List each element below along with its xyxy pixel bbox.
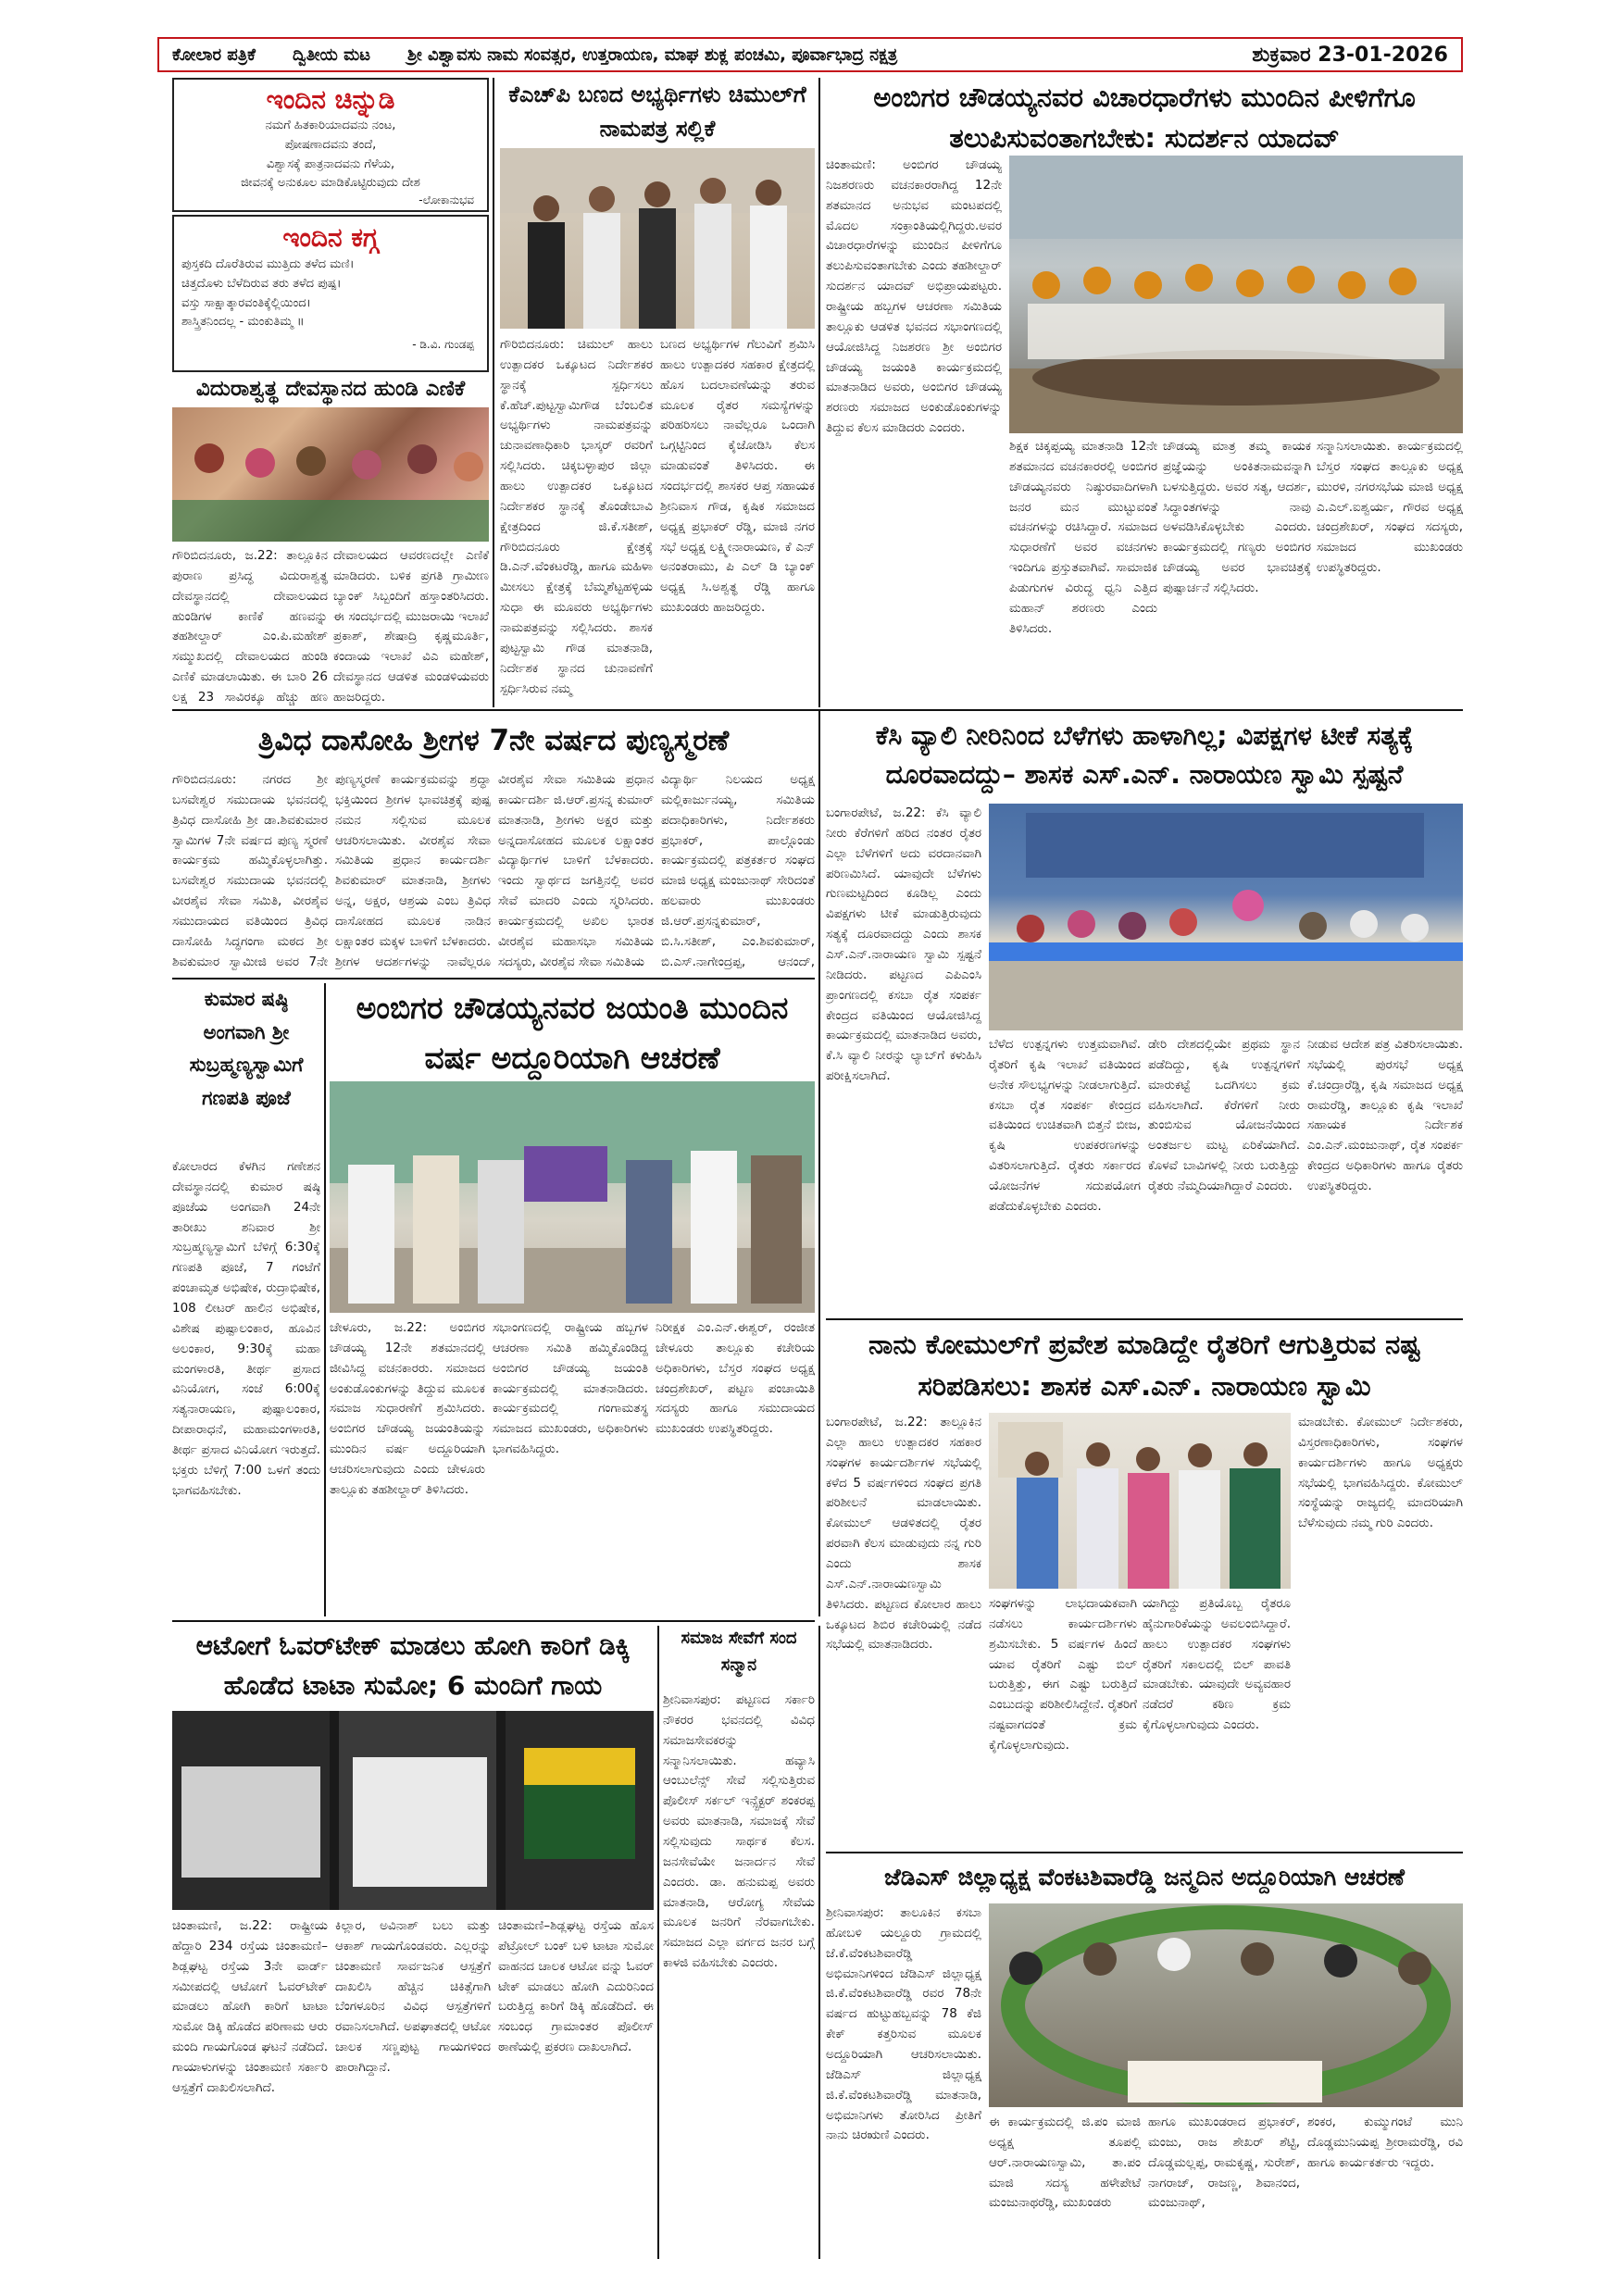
kagga-line: ವಸ್ತು ಸಾಕ್ಷಾತ್ಕಾರವಂತಿಕ್ಕೆಲ್ಲಿಯಿಂದ। [181, 295, 311, 310]
birthday-text-2: ಈ ಕಾರ್ಯಕ್ರಮದಲ್ಲಿ ಜಿ.ಪಂ ಮಾಜಿ ಅಧ್ಯಕ್ಷ ತೂಪಲ್ಲಿ ಆರ್.ನಾರಾಯಣಸ್ವಾಮಿ, ತಾ.ಪಂ ಮಾಜಿ ಸದಸ್ಯ ಹಳೇಪೇಟೆ ಮಂಜುನಾಥರೆಡ್ಡಿ, ಮುಖಂಡರು [989, 2115, 1141, 2211]
jayanti-col-2 [493, 1318, 648, 1616]
ambigara-col-4 [1317, 437, 1463, 707]
accident-text-3: ಚಿಂತಾಮಣಿ–ಶಿಡ್ಲಘಟ್ಟ ರಸ್ತೆಯ ಹೊಸ ಪೆಟ್ರೋಲ್ ಬಂಕ್ ಬಳಿ ಟಾಟಾ ಸುಮೋ ವಾಹನದ ಚಾಲಕ ಆಟೋ ವನ್ನು ಓವರ್ ಟೇಕ್ ಮಾಡಲು ಹೋಗಿ ಎದುರಿನಿಂದ ಬರುತ್ತಿದ್ದ ಕಾರಿಗೆ ಡಿಕ್ಕಿ ಹೊಡೆದಿದೆ. ಈ ಸಂಬಂಧ ಗ್ರಾಮಾಂತರ ಪೊಲೀಸ್ ಠಾಣೆಯಲ್ಲಿ ಪ್ರಕರಣ ದಾಖಲಾಗಿದೆ. [498, 1918, 654, 2055]
anniversary-col-3 [498, 770, 654, 974]
thought-box [172, 78, 489, 212]
kc-valley-text-1: ಬಂಗಾರಪೇಟೆ, ಜ.22: ಕೆಸಿ ವ್ಯಾಲಿ ನೀರು ಕೆರೆಗಳಿಗೆ ಹರಿದ ನಂತರ ರೈತರ ಎಲ್ಲಾ ಬೆಳೆಗಳಿಗೆ ಅದು ವರದಾನವಾಗಿ ಪರಿಣಮಿಸಿದೆ. ಯಾವುದೇ ಬೆಳೆಗಳು ಗುಣಮಟ್ಟದಿಂದ ಕೂಡಿಲ್ಲ ಎಂದು ವಿಪಕ್ಷಗಳು ಟೀಕೆ ಮಾಡುತ್ತಿರುವುದು ಸತ್ಯಕ್ಕೆ ದೂರವಾದದ್ದು ಎಂದು ಶಾಸಕ ಎಸ್.ಎನ್.ನಾರಾಯಣ ಸ್ವಾಮಿ ಸ್ಪಷ್ಟನೆ ನೀಡಿದರು. ಪಟ್ಟಣದ ಎಪಿಎಂಸಿ ಪ್ರಾಂಗಣದಲ್ಲಿ ಕಸಬಾ ರೈತ ಸಂಪರ್ಕ ಕೇಂದ್ರದ ವತಿಯಿಂದ ಆಯೋಜಿಸಿದ್ದ ಕಾರ್ಯಕ್ರಮದಲ್ಲಿ ಮಾತನಾಡಿದ ಅವರು, ಕೆ.ಸಿ ವ್ಯಾಲಿ ನೀರನ್ನು ಲ್ಯಾಬ್‌ಗೆ ಕಳುಹಿಸಿ ಪರೀಕ್ಷಿಸಲಾಗಿದೆ. [826, 805, 981, 1084]
rule-puja-right [324, 983, 326, 1616]
jayanti-photo [330, 1081, 815, 1313]
issue-date: ಶುಕ್ರವಾರ 23-01-2026 [1252, 43, 1448, 67]
kmf-text-1: ಗೌರಿಬಿದನೂರು: ಚಿಮುಲ್ ಹಾಲು ಉತ್ಪಾದಕರ ಒಕ್ಕೂಟದ ನಿರ್ದೇಶಕರ ಸ್ಥಾನಕ್ಕೆ ಸ್ಪರ್ಧಿಸಲು ಕೆ.ಹೆಚ್.ಪುಟ್ಟಸ್ವಾಮಿಗೌಡ ಬೆಂಬಲಿತ ಅಭ್ಯರ್ಥಿಗಳು ನಾಮಪತ್ರವನ್ನು ಚುನಾವಣಾಧಿಕಾರಿ ಭಾಸ್ಕರ್ ರವರಿಗೆ ಸಲ್ಲಿಸಿದರು. ಚಿಕ್ಕಬಳ್ಳಾಪುರ ಜಿಲ್ಲಾ ಹಾಲು ಉತ್ಪಾದಕರ ಒಕ್ಕೂಟದ ನಿರ್ದೇಶಕರ ಸ್ಥಾನಕ್ಕೆ ತೊಂಡೇಬಾವಿ ಕ್ಷೇತ್ರದಿಂದ ಜಿ.ಕೆ.ಸತೀಶ್, ಗೌರಿಬಿದನೂರು ಕ್ಷೇತ್ರಕ್ಕೆ ಡಿ.ಎನ್.ವೆಂಕಟರೆಡ್ಡಿ, ಹಾಗೂ ಮಹಿಳಾ ಮೀಸಲು ಕ್ಷೇತ್ರಕ್ಕೆ ಬೆಮ್ಮಶೆಟ್ಟಹಳ್ಳಿಯ ಸುಧಾ ಈ ಮೂವರು ಅಭ್ಯರ್ಥಿಗಳು ನಾಮಪತ್ರವನ್ನು ಸಲ್ಲಿಸಿದರು. ಶಾಸಕ ಪುಟ್ಟಸ್ವಾಮಿ ಗೌಡ ಮಾತನಾಡಿ, ನಿರ್ದೇಶಕ ಸ್ಥಾನದ ಚುನಾವಣೆಗೆ ಸ್ಪರ್ಧಿಸಿರುವ ನಮ್ಮ [500, 337, 653, 696]
ambigara-col-2 [1009, 437, 1157, 707]
thought-line: ವಿಶ್ವಾಸಕ್ಕೆ ಪಾತ್ರನಾದವನು ಗೆಳೆಯ, [266, 156, 395, 171]
kc-valley-col-3 [1148, 1035, 1300, 1315]
anniversary-text-2: ಪುಣ್ಯಸ್ಮರಣೆ ಕಾರ್ಯಕ್ರಮವನ್ನು ಶ್ರದ್ಧಾ ಭಕ್ತಿಯಿಂದ ಶ್ರೀಗಳ ಭಾವಚಿತ್ರಕ್ಕೆ ಪುಷ್ಪ ನಮನ ಸಲ್ಲಿಸುವ ಮೂಲಕ ಆಚರಿಸಲಾಯಿತು. ವೀರಶೈವ ಸೇವಾ ಸಮಿತಿಯ ಪ್ರಧಾನ ಕಾರ್ಯದರ್ಶಿ ಶಿವಕುಮಾರ್ ಮಾತನಾಡಿ, ಶ್ರೀಗಳು ಅನ್ನ, ಅಕ್ಷರ, ಆಶ್ರಯ ಎಂಬ ತ್ರಿವಿಧ ದಾಸೋಹದ ಮೂಲಕ ನಾಡಿನ ಲಕ್ಷಾಂತರ ಮಕ್ಕಳ ಬಾಳಿಗೆ ಬೆಳಕಾದರು. ಶ್ರೀಗಳ ಆದರ್ಶಗಳನ್ನು ನಾವೆಲ್ಲರೂ [335, 772, 491, 969]
birthday-text-4: ಶಂಕರ, ಕುಮ್ಮುಗಂಟೆ ಮುನಿ ದೊಡ್ಡಮುನಿಯಪ್ಪ ಶ್ರೀರಾಮರೆಡ್ಡಿ, ರವಿ ಹಾಗೂ ಕಾರ್ಯಕರ್ತರು ಇದ್ದರು. [1307, 2115, 1463, 2170]
paper-name: ಕೋಲಾರ ಪತ್ರಿಕೆ [172, 44, 256, 65]
birthday-text-1: ಶ್ರೀನಿವಾಸಪುರ: ತಾಲೂಕಿನ ಕಸಬಾ ಹೋಬಳಿ ಯಲ್ದೂರು ಗ್ರಾಮದಲ್ಲಿ ಜೆ.ಕೆ.ವೆಂಕಟಶಿವಾರೆಡ್ಡಿ ಅಭಿಮಾನಿಗಳಿಂದ ಜೆಡಿಎಸ್ ಜಿಲ್ಲಾಧ್ಯಕ್ಷ ಜಿ.ಕೆ.ವೆಂಕಟಶಿವಾರೆಡ್ಡಿ ರವರ 78ನೇ ವರ್ಷದ ಹುಟ್ಟುಹಬ್ಬವನ್ನು 78 ಕೆಜಿ ಕೇಕ್ ಕತ್ತರಿಸುವ ಮೂಲಕ ಅದ್ದೂರಿಯಾಗಿ ಆಚರಿಸಲಾಯಿತು. ಜೆಡಿಎಸ್ ಜಿಲ್ಲಾಧ್ಯಕ್ಷ ಜಿ.ಕೆ.ವೆಂಕಟಶಿವಾರೆಡ್ಡಿ ಮಾತನಾಡಿ, ಅಭಿಮಾನಿಗಳು ತೋರಿಸಿದ ಪ್ರೀತಿಗೆ ನಾನು ಚಿರಋಣಿ ಎಂದರು. [826, 1905, 981, 2143]
kagga-line: ಶಾಸ್ತ್ರಿತನಿಂದಲ್ಲ - ಮಂಕುತಿಮ್ಮ ॥ [181, 315, 305, 330]
ambigara-col-3 [1163, 437, 1311, 707]
kmf-text-2: ಬಣದ ಅಭ್ಯರ್ಥಿಗಳ ಗೆಲುವಿಗೆ ಶ್ರಮಿಸಿ ಹಾಲು ಉತ್ಪಾದಕರ ಸಹಕಾರ ಕ್ಷೇತ್ರದಲ್ಲಿ ಹೊಸ ಬದಲಾವಣೆಯನ್ನು ತರುವ ಮೂಲಕ ರೈತರ ಸಮಸ್ಯೆಗಳನ್ನು ಪರಿಹರಿಸಲು ನಾವೆಲ್ಲರೂ ಒಂದಾಗಿ ಒಗ್ಗಟ್ಟಿನಿಂದ ಕೈಜೋಡಿಸಿ ಕೆಲಸ ಮಾಡುವಂತೆ ತಿಳಿಸಿದರು. ಈ ಸಂದರ್ಭದಲ್ಲಿ ಶಾಸಕರ ಆಪ್ತ ಸಹಾಯಕ ಶ್ರೀನಿವಾಸ ಗೌಡ, ಕೃಷಿಕ ಸಮಾಜದ ಅಧ್ಯಕ್ಷ ಪ್ರಭಾಕರ್ ರೆಡ್ಡಿ, ಮಾಜಿ ನಗರ ಸಭೆ ಅಧ್ಯಕ್ಷ ಲಕ್ಷ್ಮೀನಾರಾಯಣ, ಕೆ ಎನ್ ಅನಂತರಾಮು, ಪಿ ಎಲ್ ಡಿ ಬ್ಯಾಂಕ್ ಅಧ್ಯಕ್ಷ ಸಿ.ಅಶ್ವತ್ಥ ರೆಡ್ಡಿ ಹಾಗೂ ಮುಖಂಡರು ಹಾಜರಿದ್ದರು. [660, 337, 815, 616]
komul-col-2 [989, 1594, 1137, 1848]
temple-photo-scene [172, 407, 489, 542]
kmf-col-1 [500, 335, 653, 707]
birthday-headline: ಜೆಡಿಎಸ್ ಜಿಲ್ಲಾಧ್ಯಕ್ಷ ವೆಂಕಟಶಿವಾರೆಡ್ಡಿ ಜನ್ಮದಿನ ಅದ್ದೂರಿಯಾಗಿ ಆಚರಣೆ [884, 1864, 1405, 1890]
anniversary-col-2 [335, 770, 491, 974]
accident-photo-scene [172, 1711, 654, 1910]
temple-text-2: ದೇವಾಲಯದ ಆವರಣದಲ್ಲೇ ಎಣಿಕೆ ಮಾಡಿದರು. ಬಳಿಕ ಪ್ರಗತಿ ಗ್ರಾಮೀಣ ಬ್ಯಾಂಕ್ ಸಿಬ್ಬಂದಿಗೆ ಹಸ್ತಾಂತರಿಸಿದರು. ಈ ಸಂದರ್ಭದಲ್ಲಿ ಮುಜರಾಯಿ ಇಲಾಖೆ ಪ್ರಕಾಶ್, ಶೇಷಾದ್ರಿ ಕೃಷ್ಣಮೂರ್ತಿ, ಕಂದಾಯ ಇಲಾಖೆ ವಿಎ ಮಹೇಶ್, ದೇವಸ್ಥಾನದ ಆಡಳಿತ ಮಂಡಳಿಯವರು ಹಾಜರಿದ್ದರು. [333, 548, 489, 705]
ambigara-headline: ಅಂಬಿಗರ ಚೌಡಯ್ಯನವರ ವಿಚಾರಧಾರೆಗಳು ಮುಂದಿನ ಪೀಳಿಗೆಗೂ ತಲುಪಿಸುವಂತಾಗಬೇಕು: ಸುದರ್ಶನ ಯಾದವ್ [873, 81, 1416, 154]
kc-valley-text-3: ಡೇರಿ ದೇಶದಲ್ಲಿಯೇ ಪ್ರಥಮ ಸ್ಥಾನ ಪಡೆದಿದ್ದು, ಕೃಷಿ ಉತ್ಪನ್ನಗಳಿಗೆ ಮಾರುಕಟ್ಟೆ ಒದಗಿಸಲು ಕ್ರಮ ವಹಿಸಲಾಗಿದೆ. ಕೆರೆಗಳಿಗೆ ನೀರು ತುಂಬಿಸುವ ಯೋಜನೆಯಿಂದ ಅಂತರ್ಜಲ ಮಟ್ಟ ಏರಿಕೆಯಾಗಿದೆ. ಕೊಳವೆ ಬಾವಿಗಳಲ್ಲಿ ನೀರು ಬರುತ್ತಿದ್ದು ರೈತರು ನೆಮ್ಮದಿಯಾಗಿದ್ದಾರೆ ಎಂದರು. [1148, 1037, 1300, 1194]
birthday-col-3 [1148, 2113, 1300, 2259]
birthday-col-2 [989, 2113, 1141, 2259]
rule-anniversary-bottom [172, 978, 815, 980]
edition-label: ದ್ವಿತೀಯ ಮಟ [292, 44, 370, 65]
rule-kmf-right [818, 78, 820, 707]
kc-valley-photo [989, 804, 1463, 1030]
birthday-photo [989, 1903, 1463, 2107]
kc-valley-col-4 [1307, 1035, 1463, 1315]
thought-line: ಜೀವನಕ್ಕೆ ಅನುಕೂಲ ಮಾಡಿಕೊಟ್ಟಿರುವುದು ದೇಶ [241, 176, 420, 191]
accident-photo [172, 1711, 654, 1910]
rule-kc-bottom [826, 1318, 1463, 1320]
thought-line: ಪೋಷಣಾದವನು ತಂದೆ, [284, 137, 377, 152]
birthday-col-4 [1307, 2113, 1463, 2259]
kc-valley-text-2: ಬೆಳೆದ ಉತ್ಪನ್ನಗಳು ಉತ್ತಮವಾಗಿವೆ. ರೈತರಿಗೆ ಕೃಷಿ ಇಲಾಖೆ ವತಿಯಿಂದ ಅನೇಕ ಸೌಲಭ್ಯಗಳನ್ನು ನೀಡಲಾಗುತ್ತಿದೆ. ಕಸಬಾ ರೈತ ಸಂಪರ್ಕ ಕೇಂದ್ರದ ವತಿಯಿಂದ ಉಚಿತವಾಗಿ ಬಿತ್ತನೆ ಬೀಜ, ಕೃಷಿ ಉಪಕರಣಗಳನ್ನು ವಿತರಿಸಲಾಗುತ್ತಿದೆ. ರೈತರು ಸರ್ಕಾರದ ಯೋಜನೆಗಳ ಸದುಪಯೋಗ ಪಡೆದುಕೊಳ್ಳಬೇಕು ಎಂದರು. [989, 1037, 1141, 1214]
accident-text-2: ಕಿಲ್ಲಾರ, ಅವಿನಾಶ್ ಬಲು ಮತ್ತು ಆಕಾಶ್ ಗಾಯಗೊಂಡವರು. ಎಲ್ಲರನ್ನು ಚಿಂತಾಮಣಿ ಸಾರ್ವಜನಿಕ ಆಸ್ಪತ್ರೆಗೆ ದಾಖಲಿಸಿ ಹೆಚ್ಚಿನ ಚಿಕಿತ್ಸೆಗಾಗಿ ಬೆಂಗಳೂರಿನ ವಿವಿಧ ಆಸ್ಪತ್ರೆಗಳಿಗೆ ರವಾನಿಸಲಾಗಿದೆ. ಅಪಘಾತದಲ್ಲಿ ಆಟೋ ಚಾಲಕ ಸಣ್ಣಪುಟ್ಟ ಗಾಯಗಳಿಂದ ಪಾರಾಗಿದ್ದಾನೆ. [335, 1918, 491, 2076]
komul-col-3 [1143, 1594, 1291, 1848]
masthead [157, 37, 1463, 72]
ambigara-photo-scene [1009, 156, 1463, 433]
ambigara-text-4: ಸನ್ಮಾನಿಸಲಾಯಿತು. ಕಾರ್ಯಕ್ರಮದಲ್ಲಿ ಬೆಸ್ತರ ಸಂಘದ ತಾಲ್ಲೂಕು ಅಧ್ಯಕ್ಷ ಮುರಳಿ, ನಗರಸಭೆಯ ಮಾಜಿ ಅಧ್ಯಕ್ಷ ಎ.ಎಲ್.ಐಶ್ವರ್ಯ, ಗೌರವ ಅಧ್ಯಕ್ಷ ಚಂದ್ರಶೇಖರ್, ಸಂಘದ ಸದಸ್ಯರು, ಸಮಾಜದ ಮುಖಂಡರು ಉಪಸ್ಥಿತರಿದ್ದರು. [1317, 439, 1463, 576]
kagga-lines [181, 256, 480, 332]
temple-text-1: ಗೌರಿಬಿದನೂರು, ಜ.22: ತಾಲ್ಲೂಕಿನ ಪುರಾಣ ಪ್ರಸಿದ್ಧ ವಿದುರಾಶ್ವತ್ಥ ದೇವಸ್ಥಾನದಲ್ಲಿ ದೇವಾಲಯದ ಹುಂಡಿಗಳ ಕಾಣಿಕೆ ಹಣವನ್ನು ತಹಶೀಲ್ದಾರ್ ಎಂ.ಪಿ.ಮಹೇಶ್ ಸಮ್ಮುಖದಲ್ಲಿ ದೇವಾಲಯದ ಹುಂಡಿ ಎಣಿಕೆ ಮಾಡಲಾಯಿತು. ಈ ಬಾರಿ 26 ಲಕ್ಷ 23 ಸಾವಿರಕ್ಕೂ ಹೆಚ್ಚು ಹಣ [172, 548, 328, 705]
komul-text-3: ಯಾಗಿದ್ದು ಪ್ರತಿಯೊಬ್ಬ ರೈತರೂ ಹೈನುಗಾರಿಕೆಯನ್ನು ಅವಲಂಬಿಸಿದ್ದಾರೆ. ಹಾಲು ಉತ್ಪಾದಕರ ಸಂಘಗಳು ರೈತರಿಗೆ ಸಕಾಲದಲ್ಲಿ ಬಿಲ್ ಪಾವತಿ ಮಾಡಬೇಕು. ಯಾವುದೇ ಅವ್ಯವಹಾರ ನಡೆದರೆ ಕಠಿಣ ಕ್ರಮ ಕೈಗೊಳ್ಳಲಾಗುವುದು ಎಂದರು. [1143, 1596, 1291, 1733]
thought-lines [181, 117, 480, 193]
komul-text-4: ಮಾಡಬೇಕು. ಕೋಮುಲ್ ನಿರ್ದೇಶಕರು, ವಿಸ್ತರಣಾಧಿಕಾರಿಗಳು, ಸಂಘಗಳ ಕಾರ್ಯದರ್ಶಿಗಳು ಹಾಗೂ ಅಧ್ಯಕ್ಷರು ಸಭೆಯಲ್ಲಿ ಭಾಗವಹಿಸಿದ್ದರು. ಕೋಮುಲ್ ಸಂಸ್ಥೆಯನ್ನು ರಾಜ್ಯದಲ್ಲಿ ಮಾದರಿಯಾಗಿ ಬೆಳೆಸುವುದು ನಮ್ಮ ಗುರಿ ಎಂದರು. [1298, 1415, 1463, 1531]
komul-text-2: ಸಂಘಗಳನ್ನು ಲಾಭದಾಯಕವಾಗಿ ನಡೆಸಲು ಕಾರ್ಯದರ್ಶಿಗಳು ಶ್ರಮಿಸಬೇಕು. 5 ವರ್ಷಗಳ ಹಿಂದೆ ಯಾವ ರೈತರಿಗೆ ಎಷ್ಟು ಬಿಲ್ ಬರುತ್ತಿತ್ತು, ಈಗ ಎಷ್ಟು ಬರುತ್ತಿದೆ ಎಂಬುದನ್ನು ಪರಿಶೀಲಿಸಿದ್ದೇನೆ. ರೈತರಿಗೆ ನಷ್ಟವಾಗದಂತೆ ಕ್ರಮ ಕೈಗೊಳ್ಳಲಾಗುವುದು. [989, 1596, 1137, 1753]
puja-headline: ಕುಮಾರ ಷಷ್ಠಿ ಅಂಗವಾಗಿ ಶ್ರೀ ಸುಬ್ರಹ್ಮಣ್ಯಸ್ವಾಮಿಗೆ ಗಣಪತಿ ಪೂಜೆ [189, 988, 304, 1110]
kc-valley-headline: ಕೆಸಿ ವ್ಯಾಲಿ ನೀರಿನಿಂದ ಬೆಳೆಗಳು ಹಾಳಾಗಿಲ್ಲ; ವಿಪಕ್ಷಗಳ ಟೀಕೆ ಸತ್ಯಕ್ಕೆ ದೂರವಾದದ್ದು– ಶಾಸಕ ಎಸ್.ಎನ್. ನಾರಾಯಣ ಸ್ವಾಮಿ ಸ್ಪಷ್ಟನೆ [875, 720, 1414, 790]
anniversary-col-4 [661, 770, 815, 974]
kmf-photo [500, 148, 815, 329]
ambigara-text-3: ಚೌಡಯ್ಯ ಮಾತ್ರ ತಮ್ಮ ಕಾಯಕ ಪ್ರಜ್ಞೆಯನ್ನು ಅಂಕಿತನಾಮವನ್ನಾಗಿ ಬಳಸುತ್ತಿದ್ದರು. ಅವರ ಸತ್ಯ, ಆದರ್ಶ, ಸಿದ್ಧಾಂತಗಳನ್ನು ನಾವು ಅಳವಡಿಸಿಕೊಳ್ಳಬೇಕು ಎಂದರು. ಕಾರ್ಯಕ್ರಮದಲ್ಲಿ ಗಣ್ಯರು ಅಂಬಿಗರ ಚೌಡಯ್ಯ ಅವರ ಭಾವಚಿತ್ರಕ್ಕೆ ಪುಷ್ಪಾರ್ಚನೆ ಸಲ್ಲಿಸಿದರು. [1163, 439, 1311, 596]
thought-author: -ಲೋಕಾನುಭವ [418, 193, 474, 207]
rule-service-right [818, 1626, 820, 2259]
rule-jayanti-right [818, 1191, 820, 1616]
service-text: ಶ್ರೀನಿವಾಸಪುರ: ಪಟ್ಟಣದ ಸರ್ಕಾರಿ ನೌಕರರ ಭವನದಲ್ಲಿ ವಿವಿಧ ಸಮಾಜಸೇವಕರನ್ನು ಸನ್ಮಾನಿಸಲಾಯಿತು. ಹವ್ಯಾಸಿ ಆಂಬುಲೆನ್ಸ್ ಸೇವೆ ಸಲ್ಲಿಸುತ್ತಿರುವ ಪೊಲೀಸ್ ಸರ್ಕಲ್ ಇನ್ಸ್ಪೆಕ್ಟರ್ ಶಂಕರಪ್ಪ ಅವರು ಮಾತನಾಡಿ, ಸಮಾಜಕ್ಕೆ ಸೇವೆ ಸಲ್ಲಿಸುವುದು ಸಾರ್ಥಕ ಕೆಲಸ. ಜನಸೇವೆಯೇ ಜನಾರ್ದನ ಸೇವೆ ಎಂದರು. ಡಾ. ಹನುಮಪ್ಪ ಅವರು ಮಾತನಾಡಿ, ಆರೋಗ್ಯ ಸೇವೆಯ ಮೂಲಕ ಜನರಿಗೆ ನೆರವಾಗಬೇಕು. ಸಮಾಜದ ಎಲ್ಲಾ ವರ್ಗದ ಜನರ ಬಗ್ಗೆ ಕಾಳಜಿ ವಹಿಸಬೇಕು ಎಂದರು. [663, 1692, 815, 1971]
kc-valley-col-1 [826, 804, 981, 1315]
komul-headline: ನಾನು ಕೋಮುಲ್‌ಗೆ ಪ್ರವೇಶ ಮಾಡಿದ್ದೇ ರೈತರಿಗೆ ಆಗುತ್ತಿರುವ ನಷ್ಟ ಸರಿಪಡಿಸಲು: ಶಾಸಕ ಎಸ್.ಎನ್. ನಾರಾಯಣ ಸ್ವಾಮಿ [868, 1329, 1421, 1402]
ambigara-photo [1009, 156, 1463, 433]
puja-col [172, 1157, 320, 1616]
kagga-line: ಪುಸ್ತಕದಿ ದೊರೆತಿರುವ ಮುತ್ತಿದು ತಳೆದ ಮಣಿ। [181, 257, 355, 271]
puja-text: ಕೋಲಾರದ ಕೆಳಗಿನ ಗಣೇಶನ ದೇವಸ್ಥಾನದಲ್ಲಿ ಕುಮಾರ ಷಷ್ಠಿ ಪೂಜೆಯ ಅಂಗವಾಗಿ 24ನೇ ತಾರೀಖು ಶನಿವಾರ ಶ್ರೀ ಸುಬ್ರಹ್ಮಣ್ಯಸ್ವಾಮಿಗೆ ಬೆಳಿಗ್ಗೆ 6:30ಕ್ಕೆ ಗಣಪತಿ ಪೂಜೆ, 7 ಗಂಟೆಗೆ ಪಂಚಾಮೃತ ಅಭಿಷೇಕ, ರುದ್ರಾಭಿಷೇಕ, 108 ಲೀಟರ್ ಹಾಲಿನ ಅಭಿಷೇಕ, ವಿಶೇಷ ಪುಷ್ಪಾಲಂಕಾರ, ಹೂವಿನ ಅಲಂಕಾರ, 9:30ಕ್ಕೆ ಮಹಾ ಮಂಗಳಾರತಿ, ತೀರ್ಥ ಪ್ರಸಾದ ವಿನಿಯೋಗ, ಸಂಜೆ 6:00ಕ್ಕೆ ಸತ್ಯನಾರಾಯಣ, ಪುಷ್ಪಾಲಂಕಾರ, ದೀಪಾರಾಧನೆ, ಮಹಾಮಂಗಳಾರತಿ, ತೀರ್ಥ ಪ್ರಸಾದ ವಿನಿಯೋಗ ಇರುತ್ತದೆ. ಭಕ್ತರು ಬೆಳಿಗ್ಗೆ 7:00 ಒಳಗೆ ತಂದು ಭಾಗವಹಿಸಬೇಕು. [172, 1159, 320, 1498]
service-headline: ಸಮಾಜ ಸೇವೆಗೆ ಸಂದ ಸನ್ಮಾನ [681, 1628, 797, 1675]
kagga-line: ಚಿತ್ತದೊಳು ಬೆಳೆದಿರುವ ತರು ತಳೆದ ಪುಷ್ಪ। [181, 276, 342, 291]
jayanti-text-3: ನಿರೀಕ್ಷಕ ಎಂ.ಎನ್.ಈಶ್ವರ್, ರಂಜೀತ ಚೇಳೂರು ತಾಲ್ಲೂಕು ಕಚೇರಿಯ ಅಧಿಕಾರಿಗಳು, ಬೆಸ್ತರ ಸಂಘದ ಅಧ್ಯಕ್ಷ ಚಂದ್ರಶೇಖರ್, ಪಟ್ಟಣ ಪಂಚಾಯಿತಿ ಸದಸ್ಯರು ಹಾಗೂ ಸಮುದಾಯದ ಮುಖಂಡರು ಉಪಸ್ಥಿತರಿದ್ದರು. [656, 1320, 815, 1437]
accident-col-1 [172, 1916, 328, 2259]
kc-valley-text-4: ನೀಡುವ ಆದೇಶ ಪತ್ರ ವಿತರಿಸಲಾಯಿತು. ಸಭೆಯಲ್ಲಿ ಪುರಸಭೆ ಅಧ್ಯಕ್ಷ ಕೆ.ಚಂದ್ರಾರೆಡ್ಡಿ, ಕೃಷಿ ಸಮಾಜದ ಅಧ್ಯಕ್ಷ ರಾಮರೆಡ್ಡಿ, ತಾಲ್ಲೂಕು ಕೃಷಿ ಇಲಾಖೆ ಸಹಾಯಕ ನಿರ್ದೇಶಕ ಎಂ.ಎನ್.ಮಂಜುನಾಥ್, ರೈತ ಸಂಪರ್ಕ ಕೇಂದ್ರದ ಅಧಿಕಾರಿಗಳು ಹಾಗೂ ರೈತರು ಉಪಸ್ಥಿತರಿದ್ದರು. [1307, 1037, 1463, 1194]
birthday-photo-scene [989, 1903, 1463, 2107]
rule-row-1 [172, 709, 1463, 711]
service-col [663, 1691, 815, 2259]
komul-photo-scene [989, 1413, 1291, 1589]
temple-headline: ವಿದುರಾಶ್ವತ್ಥ ದೇವಸ್ಥಾನದ ಹುಂಡಿ ಎಣಿಕೆ [195, 377, 466, 401]
anniversary-col-1 [172, 770, 328, 974]
komul-col-4 [1298, 1413, 1463, 1848]
jayanti-col-1 [330, 1318, 485, 1616]
anniversary-headline: ತ್ರಿವಿಧ ದಾಸೋಹಿ ಶ್ರೀಗಳ 7ನೇ ವರ್ಷದ ಪುಣ್ಯಸ್ಮರಣೆ [257, 724, 730, 757]
kmf-headline: ಕೆಎಚ್‌ಪಿ ಬಣದ ಅಭ್ಯರ್ಥಿಗಳು ಚಿಮುಲ್‌ಗೆ ನಾಮಪತ್ರ ಸಲ್ಲಿಕೆ [508, 81, 806, 143]
temple-col-1 [172, 546, 328, 707]
temple-col-2 [333, 546, 489, 707]
temple-photo [172, 407, 489, 542]
ambigara-col-1 [826, 156, 1002, 707]
accident-text-1: ಚಿಂತಾಮಣಿ, ಜ.22: ರಾಷ್ಟ್ರೀಯ ಹೆದ್ದಾರಿ 234 ರಸ್ತೆಯ ಚಿಂತಾಮಣಿ–ಶಿಡ್ಲಘಟ್ಟ ರಸ್ತೆಯ 3ನೇ ವಾರ್ಡ್ ಸಮೀಪದಲ್ಲಿ ಆಟೋಗೆ ಓವರ್‌ಟೇಕ್ ಮಾಡಲು ಹೋಗಿ ಕಾರಿಗೆ ಟಾಟಾ ಸುಮೋ ಡಿಕ್ಕಿ ಹೊಡೆದ ಪರಿಣಾಮ ಆರು ಮಂದಿ ಗಾಯಗೊಂಡ ಘಟನೆ ನಡೆದಿದೆ. ಗಾಯಾಳುಗಳನ್ನು ಚಿಂತಾಮಣಿ ಸರ್ಕಾರಿ ಆಸ್ಪತ್ರೆಗೆ ದಾಖಲಿಸಲಾಗಿದೆ. [172, 1918, 328, 2095]
anniversary-text-1: ಗೌರಿಬಿದನೂರು: ನಗರದ ಶ್ರೀ ಬಸವೇಶ್ವರ ಸಮುದಾಯ ಭವನದಲ್ಲಿ ತ್ರಿವಿಧ ದಾಸೋಹಿ ಶ್ರೀ ಡಾ.ಶಿವಕುಮಾರ ಸ್ವಾಮಿಗಳ 7ನೇ ವರ್ಷದ ಪುಣ್ಯ ಸ್ಮರಣೆ ಕಾರ್ಯಕ್ರಮ ಹಮ್ಮಿಕೊಳ್ಳಲಾಗಿತ್ತು. ಬಸವೇಶ್ವರ ಸಮುದಾಯ ಭವನದಲ್ಲಿ ವೀರಶೈವ ಸೇವಾ ಸಮಿತಿ, ವೀರಶೈವ ಸಮುದಾಯದ ವತಿಯಿಂದ ತ್ರಿವಿಧ ದಾಸೋಹಿ ಸಿದ್ಧಗಂಗಾ ಮಠದ ಶ್ರೀ ಶಿವಕುಮಾರ ಸ್ವಾಮೀಜಿ ಅವರ 7ನೇ [172, 772, 328, 969]
kc-valley-photo-scene [989, 804, 1463, 1030]
kagga-title: ಇಂದಿನ ಕಗ್ಗ [282, 222, 379, 253]
birthday-col-1 [826, 1903, 981, 2259]
birthday-text-3: ಹಾಗೂ ಮುಖಂಡರಾದ ಪ್ರಭಾಕರ್, ಮಂಜು, ರಾಜ ಶೇಖರ್ ಶೆಟ್ಟಿ, ದೊಡ್ಡಮಲ್ಲಪ್ಪ, ರಾಮಕೃಷ್ಣ, ಸುರೇಶ್, ನಾಗರಾಜ್, ರಾಜಣ್ಣ, ಶಿವಾನಂದ, ಮಂಜುನಾಥ್, [1148, 2115, 1300, 2211]
rule-anniversary-right [818, 709, 820, 1191]
anniversary-text-3: ವೀರಶೈವ ಸೇವಾ ಸಮಿತಿಯ ಪ್ರಧಾನ ಕಾರ್ಯದರ್ಶಿ ಜಿ.ಆರ್.ಪ್ರಸನ್ನ ಕುಮಾರ್ ಮಾತನಾಡಿ, ಶ್ರೀಗಳು ಅಕ್ಷರ ಮತ್ತು ಅನ್ನದಾಸೋಹದ ಮೂಲಕ ಲಕ್ಷಾಂತರ ವಿದ್ಯಾರ್ಥಿಗಳ ಬಾಳಿಗೆ ಬೆಳಕಾದರು. ಇಂದು ಸ್ವಾರ್ಥದ ಜಗತ್ತಿನಲ್ಲಿ ಅವರ ಸೇವೆ ಮಾದರಿ ಎಂದು ಸ್ಮರಿಸಿದರು. ಕಾರ್ಯಕ್ರಮದಲ್ಲಿ ಅಖಿಲ ಭಾರತ ವೀರಶೈವ ಮಹಾಸಭಾ ಸಮಿತಿಯ ಸದಸ್ಯರು, ವೀರಶೈವ ಸೇವಾ ಸಮಿತಿಯ [498, 772, 654, 969]
accident-col-3 [498, 1916, 654, 2259]
jayanti-headline: ಅಂಬಿಗರ ಚೌಡಯ್ಯನವರ ಜಯಂತಿ ಮುಂದಿನ ವರ್ಷ ಅದ್ದೂರಿಯಾಗಿ ಆಚರಣೆ [356, 990, 789, 1077]
accident-col-2 [335, 1916, 491, 2259]
jayanti-text-2: ಸಭಾಂಗಣದಲ್ಲಿ ರಾಷ್ಟ್ರೀಯ ಹಬ್ಬಗಳ ಆಚರಣಾ ಸಮಿತಿ ಹಮ್ಮಿಕೊಂಡಿದ್ದ ಅಂಬಿಗರ ಚೌಡಯ್ಯ ಜಯಂತಿ ಕಾರ್ಯಕ್ರಮದಲ್ಲಿ ಮಾತನಾಡಿದರು. ಕಾರ್ಯಕ್ರಮದಲ್ಲಿ ಗಂಗಾಮತಸ್ಥ ಸಮಾಜದ ಮುಖಂಡರು, ಅಧಿಕಾರಿಗಳು ಭಾಗವಹಿಸಿದ್ದರು. [493, 1320, 648, 1457]
kagga-author: - ಡಿ.ವಿ. ಗುಂಡಪ್ಪ [412, 338, 474, 352]
jayanti-col-3 [656, 1318, 815, 1616]
almanac-line: ಶ್ರೀ ವಿಶ್ವಾವಸು ನಾಮ ಸಂವತ್ಸರ, ಉತ್ತರಾಯಣ, ಮಾಘ ಶುಕ್ಲ ಪಂಚಮಿ, ಪೂರ್ವಾಭಾದ್ರ ನಕ್ಷತ್ರ [406, 44, 898, 65]
ambigara-text-2: ಶಿಕ್ಷಕ ಚಿಕ್ಕಪ್ಪಯ್ಯ ಮಾತನಾಡಿ 12ನೇ ಶತಮಾನದ ವಚನಕಾರರಲ್ಲಿ ಅಂಬಿಗರ ಚೌಡಯ್ಯನವರು ನಿಷ್ಠುರವಾದಿಗಳಾಗಿ ಜನರ ಮನ ಮುಟ್ಟುವಂತೆ ವಚನಗಳನ್ನು ರಚಿಸಿದ್ದಾರೆ. ಸಮಾಜದ ಸುಧಾರಣೆಗೆ ಅವರ ವಚನಗಳು ಇಂದಿಗೂ ಪ್ರಸ್ತುತವಾಗಿವೆ. ಸಾಮಾಜಿಕ ಪಿಡುಗುಗಳ ವಿರುದ್ಧ ಧ್ವನಿ ಎತ್ತಿದ ಮಹಾನ್ ಶರಣರು ಎಂದು ತಿಳಿಸಿದರು. [1009, 439, 1157, 636]
kc-valley-col-2 [989, 1035, 1141, 1315]
thought-line: ನಮಗೆ ಹಿತಕಾರಿಯಾದವನು ನಂಟ, [265, 119, 396, 132]
thought-title: ಇಂದಿನ ಚಿನ್ನುಡಿ [266, 84, 395, 115]
kmf-col-2 [660, 335, 815, 707]
rule-accident-right [657, 1626, 659, 2259]
komul-photo [989, 1413, 1291, 1589]
anniversary-text-4: ವಿದ್ಯಾರ್ಥಿ ನಿಲಯದ ಅಧ್ಯಕ್ಷ ಮಲ್ಲಿಕಾರ್ಜುನಯ್ಯ, ಸಮಿತಿಯ ಪದಾಧಿಕಾರಿಗಳು, ನಿರ್ದೇಶಕರು ಪ್ರಭಾಕರ್, ಪಾಲ್ಗೊಂಡು ಕಾರ್ಯಕ್ರಮದಲ್ಲಿ ಪತ್ರಕರ್ತರ ಸಂಘದ ಮಾಜಿ ಅಧ್ಯಕ್ಷ ಮಂಜುನಾಥ್ ಸೇರಿದಂತೆ ಹಲವಾರು ಮುಖಂಡರು ಜಿ.ಆರ್.ಪ್ರಸನ್ನಕುಮಾರ್, ಬಿ.ಸಿ.ಸತೀಶ್, ಎಂ.ಶಿವಕುಮಾರ್, ಬಿ.ಎಸ್.ನಾಗೇಂದ್ರಪ್ಪ, ಆನಂದ್, [661, 772, 815, 969]
jayanti-photo-scene [330, 1081, 815, 1313]
jayanti-text-1: ಚೇಳೂರು, ಜ.22: ಅಂಬಿಗರ ಚೌಡಯ್ಯ 12ನೇ ಶತಮಾನದಲ್ಲಿ ಜೀವಿಸಿದ್ದ ವಚನಕಾರರು. ಸಮಾಜದ ಅಂಕುಡೊಂಕುಗಳನ್ನು ತಿದ್ದುವ ಮೂಲಕ ಸಮಾಜ ಸುಧಾರಣೆಗೆ ಶ್ರಮಿಸಿದರು. ಅಂಬಿಗರ ಚೌಡಯ್ಯ ಜಯಂತಿಯನ್ನು ಮುಂದಿನ ವರ್ಷ ಅದ್ದೂರಿಯಾಗಿ ಆಚರಿಸಲಾಗುವುದು ಎಂದು ಚೇಳೂರು ತಾಲ್ಲೂಕು ತಹಶೀಲ್ದಾರ್ ತಿಳಿಸಿದರು. [330, 1320, 485, 1497]
rule-row-3 [172, 1620, 815, 1622]
kmf-photo-scene [500, 148, 815, 329]
rule-temple-right [493, 78, 494, 707]
rule-komul-bottom [826, 1852, 1463, 1853]
ambigara-text-1: ಚಿಂತಾಮಣಿ: ಅಂಬಿಗರ ಚೌಡಯ್ಯ ನಿಜಶರಣರು ವಚನಕಾರರಾಗಿದ್ದ 12ನೇ ಶತಮಾನದ ಅನುಭವ ಮಂಟಪದಲ್ಲಿ ಮೊದಲ ಸಂಕ್ರಾಂತಿಯಲ್ಲಿಗಿದ್ದರು.ಅವರ ವಿಚಾರಧಾರೆಗಳನ್ನು ಮುಂದಿನ ಪೀಳಿಗೆಗೂ ತಲುಪಿಸುವಂತಾಗಬೇಕು ಎಂದು ತಹಶೀಲ್ದಾರ್ ಸುದರ್ಶನ ಯಾದವ್ ಅಭಿಪ್ರಾಯಪಟ್ಟರು. ರಾಷ್ಟ್ರೀಯ ಹಬ್ಬಗಳ ಆಚರಣಾ ಸಮಿತಿಯ ತಾಲ್ಲೂಕು ಆಡಳಿತ ಭವನದ ಸಭಾಂಗಣದಲ್ಲಿ ಆಯೋಜಿಸಿದ್ದ ನಿಜಶರಣ ಶ್ರೀ ಅಂಬಿಗರ ಚೌಡಯ್ಯ ಜಯಂತಿ ಕಾರ್ಯಕ್ರಮದಲ್ಲಿ ಮಾತನಾಡಿದ ಅವರು, ಅಂಬಿಗರ ಚೌಡಯ್ಯ ಶರಣರು ಸಮಾಜದ ಅಂಕುಡೊಂಕುಗಳನ್ನು ತಿದ್ದುವ ಕೆಲಸ ಮಾಡಿದರು ಎಂದರು. [826, 157, 1002, 436]
accident-headline: ಆಟೋಗೆ ಓವರ್‌ಟೇಕ್ ಮಾಡಲು ಹೋಗಿ ಕಾರಿಗೆ ಡಿಕ್ಕಿ ಹೊಡೆದ ಟಾಟಾ ಸುಮೋ; 6 ಮಂದಿಗೆ ಗಾಯ [195, 1630, 631, 1702]
masthead-left [172, 45, 897, 65]
kagga-box [172, 215, 489, 372]
komul-col-1 [826, 1413, 981, 1848]
komul-text-1: ಬಂಗಾರಪೇಟೆ, ಜ.22: ತಾಲ್ಲೂಕಿನ ಎಲ್ಲಾ ಹಾಲು ಉತ್ಪಾದಕರ ಸಹಕಾರ ಸಂಘಗಳ ಕಾರ್ಯದರ್ಶಿಗಳ ಸಭೆಯಲ್ಲಿ ಕಳೆದ 5 ವರ್ಷಗಳಿಂದ ಸಂಘದ ಪ್ರಗತಿ ಪರಿಶೀಲನೆ ಮಾಡಲಾಯಿತು. ಕೋಮುಲ್ ಆಡಳಿತದಲ್ಲಿ ರೈತರ ಪರವಾಗಿ ಕೆಲಸ ಮಾಡುವುದು ನನ್ನ ಗುರಿ ಎಂದು ಶಾಸಕ ಎಸ್.ಎನ್.ನಾರಾಯಣಸ್ವಾಮಿ ತಿಳಿಸಿದರು. ಪಟ್ಟಣದ ಕೋಲಾರ ಹಾಲು ಒಕ್ಕೂಟದ ಶಿಬಿರ ಕಚೇರಿಯಲ್ಲಿ ನಡೆದ ಸಭೆಯಲ್ಲಿ ಮಾತನಾಡಿದರು. [826, 1415, 981, 1653]
